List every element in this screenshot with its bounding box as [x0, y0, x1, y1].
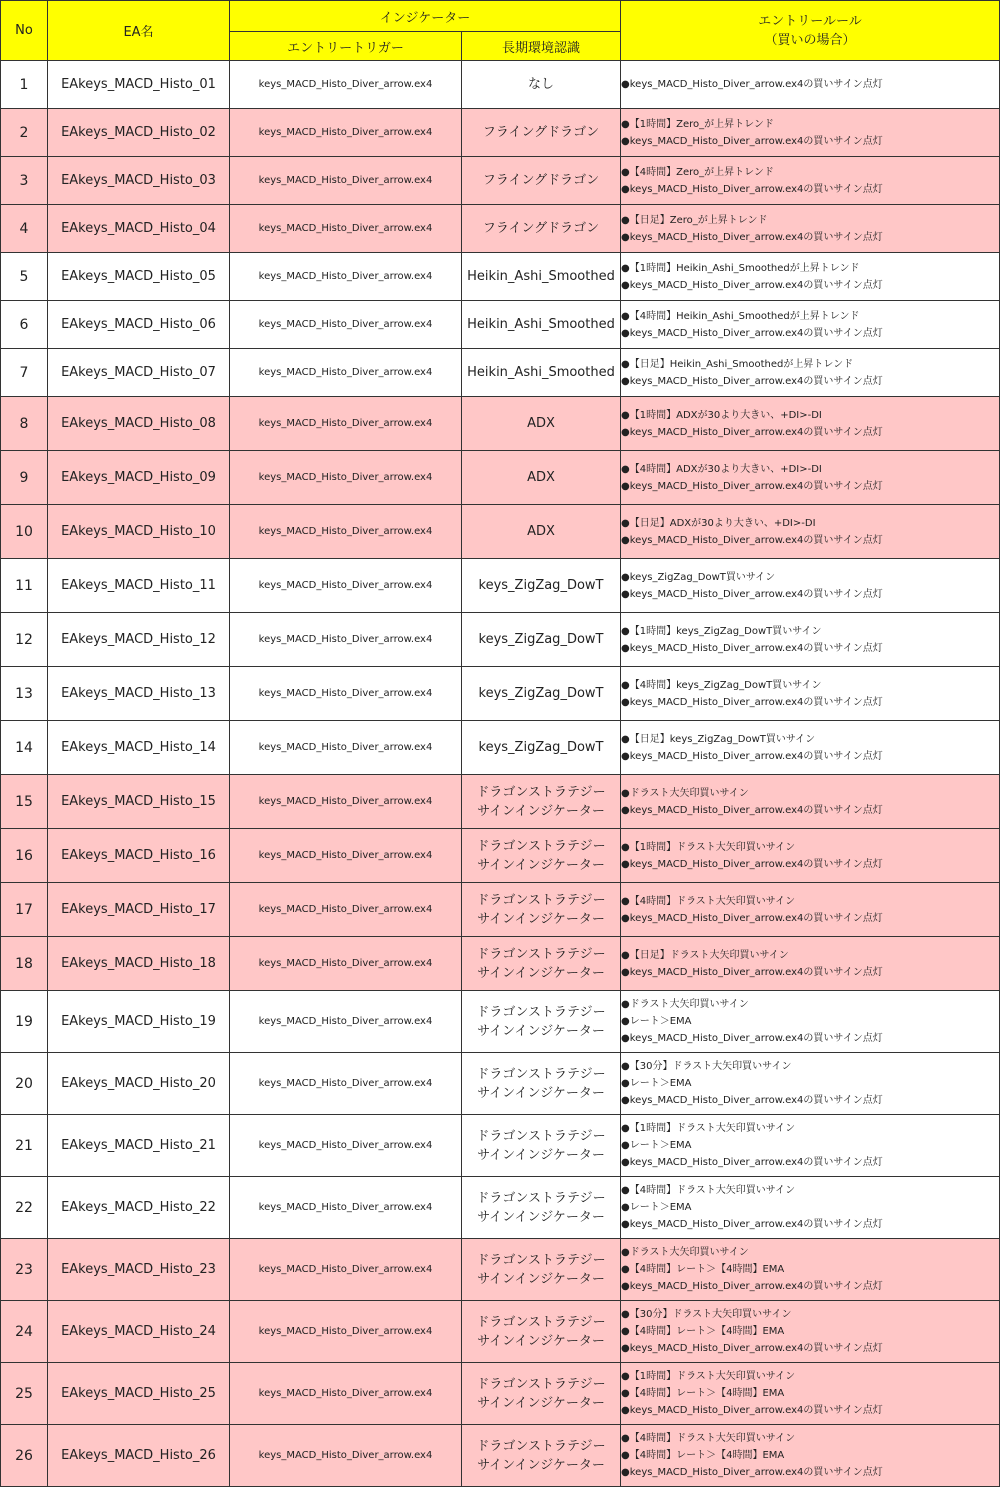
entry-rule-line: ●【1時間】ドラスト大矢印買いサイン — [621, 841, 796, 853]
entry-rule-line: ●【日足】Heikin_Ashi_Smoothedが上昇トレンド — [621, 358, 854, 370]
entry-trigger-cell: keys_MACD_Histo_Diver_arrow.ex4 — [230, 253, 462, 301]
entry-trigger-cell: keys_MACD_Histo_Diver_arrow.ex4 — [230, 721, 462, 775]
row-number: 10 — [1, 505, 48, 559]
entry-rule-line: ●レート＞EMA — [621, 1140, 692, 1151]
entry-rule-line: ●keys_MACD_Histo_Diver_arrow.ex4の買いサイン点灯 — [621, 696, 883, 708]
env-line: keys_ZigZag_DowT — [478, 740, 604, 755]
env-line: ドラゴンストラテジー — [476, 1066, 606, 1082]
env-line: Heikin_Ashi_Smoothed — [467, 269, 615, 284]
long-term-env-cell — [462, 1177, 621, 1239]
entry-rule-line: ●keys_MACD_Histo_Diver_arrow.ex4の買いサイン点灯 — [621, 1219, 883, 1230]
table-row — [1, 349, 1000, 397]
entry-rule-cell — [621, 349, 1000, 397]
entry-trigger-cell: keys_MACD_Histo_Diver_arrow.ex4 — [230, 937, 462, 991]
entry-rule-line: ●ドラスト大矢印買いサイン — [621, 1247, 749, 1258]
env-line: サインインジケーター — [477, 1023, 605, 1039]
env-line: サインインジケーター — [477, 1085, 605, 1101]
table-row — [1, 205, 1000, 253]
entry-rule-line: ●keys_MACD_Histo_Diver_arrow.ex4の買いサイン点灯 — [621, 279, 883, 291]
ea-name-cell: EAkeys_MACD_Histo_04 — [48, 205, 230, 253]
env-line: なし — [528, 77, 555, 92]
long-term-env-cell — [462, 1425, 621, 1487]
ea-name-cell: EAkeys_MACD_Histo_21 — [48, 1115, 230, 1177]
header-indicator: インジケーター — [230, 1, 621, 32]
table-row — [1, 61, 1000, 109]
entry-rule-line: ●ドラスト大矢印買いサイン — [621, 787, 749, 799]
long-term-env-cell — [462, 991, 621, 1053]
row-number: 13 — [1, 667, 48, 721]
env-line: フライングドラゴン — [482, 173, 600, 188]
entry-trigger-cell: keys_MACD_Histo_Diver_arrow.ex4 — [230, 205, 462, 253]
entry-rule-line: ●【日足】ADXが30より大きい、+DI>-DI — [621, 517, 816, 529]
entry-rule-line: ●keys_MACD_Histo_Diver_arrow.ex4の買いサイン点灯 — [621, 534, 883, 546]
entry-rule-cell — [621, 1177, 1000, 1239]
table-row — [1, 157, 1000, 205]
ea-name-cell: EAkeys_MACD_Histo_13 — [48, 667, 230, 721]
entry-rule-line: ●keys_MACD_Histo_Diver_arrow.ex4の買いサイン点灯 — [621, 750, 883, 762]
row-number: 17 — [1, 883, 48, 937]
entry-rule-cell — [621, 157, 1000, 205]
entry-rule-line: ●keys_MACD_Histo_Diver_arrow.ex4の買いサイン点灯 — [621, 426, 883, 438]
entry-rule-line: ●【4時間】ドラスト大矢印買いサイン — [621, 1185, 796, 1196]
entry-rule-line: ●【1時間】Heikin_Ashi_Smoothedが上昇トレンド — [621, 262, 860, 274]
entry-trigger-cell: keys_MACD_Histo_Diver_arrow.ex4 — [230, 397, 462, 451]
table-row — [1, 721, 1000, 775]
table-row — [1, 775, 1000, 829]
table-row — [1, 1177, 1000, 1239]
ea-name-cell: EAkeys_MACD_Histo_12 — [48, 613, 230, 667]
ea-name-cell: EAkeys_MACD_Histo_14 — [48, 721, 230, 775]
row-number: 1 — [1, 61, 48, 109]
entry-trigger-cell: keys_MACD_Histo_Diver_arrow.ex4 — [230, 451, 462, 505]
entry-rule-line: ●レート＞EMA — [621, 1202, 692, 1213]
entry-trigger-cell: keys_MACD_Histo_Diver_arrow.ex4 — [230, 559, 462, 613]
long-term-env-cell — [462, 1115, 621, 1177]
entry-trigger-cell: keys_MACD_Histo_Diver_arrow.ex4 — [230, 1239, 462, 1301]
entry-rule-line: ●【1時間】Zero_が上昇トレンド — [621, 118, 774, 130]
entry-rule-cell — [621, 505, 1000, 559]
env-line: フライングドラゴン — [482, 221, 600, 236]
env-line: keys_ZigZag_DowT — [478, 578, 604, 593]
entry-rule-cell — [621, 1363, 1000, 1425]
env-line: ドラゴンストラテジー — [476, 784, 606, 800]
entry-rule-line: ●keys_ZigZag_DowT買いサイン — [621, 571, 776, 583]
entry-rule-line: ●keys_MACD_Histo_Diver_arrow.ex4の買いサイン点灯 — [621, 79, 883, 90]
entry-trigger-cell: keys_MACD_Histo_Diver_arrow.ex4 — [230, 1177, 462, 1239]
entry-rule-line: ●【4時間】ADXが30より大きい、+DI>-DI — [621, 463, 822, 475]
entry-rule-line: ●レート＞EMA — [621, 1078, 692, 1089]
row-number: 26 — [1, 1425, 48, 1487]
entry-rule-line: ●【4時間】keys_ZigZag_DowT買いサイン — [621, 679, 822, 691]
ea-name-cell: EAkeys_MACD_Histo_07 — [48, 349, 230, 397]
ea-name-cell: EAkeys_MACD_Histo_23 — [48, 1239, 230, 1301]
entry-rule-cell — [621, 61, 1000, 109]
entry-rule-line: ●keys_MACD_Histo_Diver_arrow.ex4の買いサイン点灯 — [621, 231, 883, 243]
entry-rule-cell — [621, 721, 1000, 775]
entry-rule-cell — [621, 1115, 1000, 1177]
env-line: サインインジケーター — [477, 1395, 605, 1411]
table-row — [1, 991, 1000, 1053]
entry-rule-cell — [621, 937, 1000, 991]
table-row — [1, 301, 1000, 349]
entry-rule-line: ●keys_MACD_Histo_Diver_arrow.ex4の買いサイン点灯 — [621, 375, 883, 387]
entry-rule-line: ●keys_MACD_Histo_Diver_arrow.ex4の買いサイン点灯 — [621, 327, 883, 339]
entry-rule-line: ●keys_MACD_Histo_Diver_arrow.ex4の買いサイン点灯 — [621, 804, 883, 816]
entry-rule-line: ●keys_MACD_Histo_Diver_arrow.ex4の買いサイン点灯 — [621, 1157, 883, 1168]
entry-rule-cell — [621, 1425, 1000, 1487]
ea-name-cell: EAkeys_MACD_Histo_17 — [48, 883, 230, 937]
long-term-env-cell — [462, 451, 621, 505]
ea-name-cell: EAkeys_MACD_Histo_02 — [48, 109, 230, 157]
entry-rule-cell — [621, 829, 1000, 883]
long-term-env-cell — [462, 883, 621, 937]
long-term-env-cell — [462, 829, 621, 883]
ea-name-cell: EAkeys_MACD_Histo_11 — [48, 559, 230, 613]
long-term-env-cell — [462, 61, 621, 109]
entry-rule-line: ●【日足】keys_ZigZag_DowT買いサイン — [621, 733, 816, 745]
entry-rule-cell — [621, 397, 1000, 451]
table-row — [1, 397, 1000, 451]
entry-rule-cell — [621, 205, 1000, 253]
ea-name-cell: EAkeys_MACD_Histo_01 — [48, 61, 230, 109]
row-number: 14 — [1, 721, 48, 775]
entry-rule-cell — [621, 109, 1000, 157]
row-number: 2 — [1, 109, 48, 157]
table-row — [1, 937, 1000, 991]
entry-rule-line: ●ドラスト大矢印買いサイン — [621, 999, 749, 1010]
env-line: ADX — [527, 416, 555, 431]
entry-rule-line: ●keys_MACD_Histo_Diver_arrow.ex4の買いサイン点灯 — [621, 1281, 883, 1292]
ea-name-cell: EAkeys_MACD_Histo_08 — [48, 397, 230, 451]
entry-trigger-cell: keys_MACD_Histo_Diver_arrow.ex4 — [230, 613, 462, 667]
env-line: ドラゴンストラテジー — [476, 946, 606, 962]
long-term-env-cell — [462, 559, 621, 613]
entry-rule-line: ●【1時間】keys_ZigZag_DowT買いサイン — [621, 625, 822, 637]
entry-rule-line: ●【1時間】ドラスト大矢印買いサイン — [621, 1123, 796, 1134]
row-number: 25 — [1, 1363, 48, 1425]
entry-rule-cell — [621, 667, 1000, 721]
entry-rule-line: ●keys_MACD_Histo_Diver_arrow.ex4の買いサイン点灯 — [621, 912, 883, 924]
entry-rule-line: ●【4時間】レート＞【4時間】EMA — [621, 1388, 785, 1399]
long-term-env-cell — [462, 775, 621, 829]
entry-rule-line: ●【4時間】ドラスト大矢印買いサイン — [621, 1433, 796, 1444]
table-row — [1, 1425, 1000, 1487]
ea-name-cell: EAkeys_MACD_Histo_25 — [48, 1363, 230, 1425]
entry-rule-cell — [621, 1301, 1000, 1363]
env-line: Heikin_Ashi_Smoothed — [467, 365, 615, 380]
ea-name-cell: EAkeys_MACD_Histo_03 — [48, 157, 230, 205]
entry-rule-line: ●【30分】ドラスト大矢印買いサイン — [621, 1309, 792, 1320]
header-ea-name: EA名 — [48, 1, 230, 61]
ea-name-cell: EAkeys_MACD_Histo_19 — [48, 991, 230, 1053]
entry-trigger-cell: keys_MACD_Histo_Diver_arrow.ex4 — [230, 1301, 462, 1363]
entry-trigger-cell: keys_MACD_Histo_Diver_arrow.ex4 — [230, 109, 462, 157]
entry-rule-cell — [621, 253, 1000, 301]
entry-rule-line: ●keys_MACD_Histo_Diver_arrow.ex4の買いサイン点灯 — [621, 642, 883, 654]
row-number: 23 — [1, 1239, 48, 1301]
header-entry-trigger: エントリートリガー — [230, 32, 462, 61]
ea-name-cell: EAkeys_MACD_Histo_09 — [48, 451, 230, 505]
entry-trigger-cell: keys_MACD_Histo_Diver_arrow.ex4 — [230, 349, 462, 397]
row-number: 22 — [1, 1177, 48, 1239]
entry-rule-line: ●【4時間】Heikin_Ashi_Smoothedが上昇トレンド — [621, 310, 860, 322]
ea-name-cell: EAkeys_MACD_Histo_18 — [48, 937, 230, 991]
entry-trigger-cell: keys_MACD_Histo_Diver_arrow.ex4 — [230, 883, 462, 937]
table-row — [1, 1053, 1000, 1115]
long-term-env-cell — [462, 1053, 621, 1115]
ea-name-cell: EAkeys_MACD_Histo_06 — [48, 301, 230, 349]
long-term-env-cell — [462, 157, 621, 205]
env-line: keys_ZigZag_DowT — [478, 686, 604, 701]
row-number: 5 — [1, 253, 48, 301]
entry-trigger-cell: keys_MACD_Histo_Diver_arrow.ex4 — [230, 775, 462, 829]
env-line: サインインジケーター — [477, 857, 605, 873]
entry-rule-line: ●keys_MACD_Histo_Diver_arrow.ex4の買いサイン点灯 — [621, 480, 883, 492]
env-line: サインインジケーター — [477, 803, 605, 819]
env-line: ドラゴンストラテジー — [476, 838, 606, 854]
row-number: 12 — [1, 613, 48, 667]
entry-trigger-cell: keys_MACD_Histo_Diver_arrow.ex4 — [230, 1115, 462, 1177]
entry-trigger-cell: keys_MACD_Histo_Diver_arrow.ex4 — [230, 505, 462, 559]
table-row — [1, 505, 1000, 559]
row-number: 6 — [1, 301, 48, 349]
table-row — [1, 667, 1000, 721]
long-term-env-cell — [462, 205, 621, 253]
row-number: 18 — [1, 937, 48, 991]
table-row — [1, 253, 1000, 301]
env-line: サインインジケーター — [477, 1457, 605, 1473]
long-term-env-cell — [462, 667, 621, 721]
row-number: 16 — [1, 829, 48, 883]
env-line: ドラゴンストラテジー — [476, 1128, 606, 1144]
header-entry-rule — [621, 1, 1000, 61]
env-line: ドラゴンストラテジー — [476, 1376, 606, 1392]
table-row — [1, 1301, 1000, 1363]
entry-rule-line: ●keys_MACD_Histo_Diver_arrow.ex4の買いサイン点灯 — [621, 183, 883, 195]
entry-rule-line: ●【1時間】ドラスト大矢印買いサイン — [621, 1371, 796, 1382]
long-term-env-cell — [462, 1239, 621, 1301]
table-row — [1, 559, 1000, 613]
row-number: 3 — [1, 157, 48, 205]
entry-trigger-cell: keys_MACD_Histo_Diver_arrow.ex4 — [230, 991, 462, 1053]
long-term-env-cell — [462, 253, 621, 301]
table-row — [1, 451, 1000, 505]
env-line: ADX — [527, 524, 555, 539]
entry-rule-line: ●keys_MACD_Histo_Diver_arrow.ex4の買いサイン点灯 — [621, 966, 883, 978]
entry-rule-line: ●keys_MACD_Histo_Diver_arrow.ex4の買いサイン点灯 — [621, 1033, 883, 1044]
entry-trigger-cell: keys_MACD_Histo_Diver_arrow.ex4 — [230, 1053, 462, 1115]
entry-rule-line: ●レート＞EMA — [621, 1016, 692, 1027]
entry-trigger-cell: keys_MACD_Histo_Diver_arrow.ex4 — [230, 667, 462, 721]
row-number: 19 — [1, 991, 48, 1053]
ea-name-cell: EAkeys_MACD_Histo_10 — [48, 505, 230, 559]
entry-trigger-cell: keys_MACD_Histo_Diver_arrow.ex4 — [230, 157, 462, 205]
table-row — [1, 829, 1000, 883]
entry-rule-cell — [621, 559, 1000, 613]
entry-trigger-cell: keys_MACD_Histo_Diver_arrow.ex4 — [230, 829, 462, 883]
env-line: ドラゴンストラテジー — [476, 1438, 606, 1454]
entry-rule-line: ●keys_MACD_Histo_Diver_arrow.ex4の買いサイン点灯 — [621, 1095, 883, 1106]
table-row — [1, 613, 1000, 667]
entry-rule-cell — [621, 613, 1000, 667]
long-term-env-cell — [462, 721, 621, 775]
env-line: サインインジケーター — [477, 965, 605, 981]
env-line: ドラゴンストラテジー — [476, 1252, 606, 1268]
row-number: 7 — [1, 349, 48, 397]
entry-rule-line: ●【日足】Zero_が上昇トレンド — [621, 214, 768, 226]
env-line: サインインジケーター — [477, 1271, 605, 1287]
entry-rule-line: ●keys_MACD_Histo_Diver_arrow.ex4の買いサイン点灯 — [621, 1405, 883, 1416]
row-number: 8 — [1, 397, 48, 451]
entry-rule-line: ●【4時間】Zero_が上昇トレンド — [621, 166, 774, 178]
ea-name-cell: EAkeys_MACD_Histo_20 — [48, 1053, 230, 1115]
long-term-env-cell — [462, 109, 621, 157]
entry-rule-cell — [621, 991, 1000, 1053]
entry-rule-line: ●【4時間】ドラスト大矢印買いサイン — [621, 895, 796, 907]
entry-rule-line: ●keys_MACD_Histo_Diver_arrow.ex4の買いサイン点灯 — [621, 1467, 883, 1478]
entry-trigger-cell: keys_MACD_Histo_Diver_arrow.ex4 — [230, 61, 462, 109]
entry-rule-line: ●【4時間】レート＞【4時間】EMA — [621, 1450, 785, 1461]
header-no: No — [1, 1, 48, 61]
ea-name-cell: EAkeys_MACD_Histo_15 — [48, 775, 230, 829]
row-number: 11 — [1, 559, 48, 613]
env-line: フライングドラゴン — [482, 125, 600, 140]
env-line: ドラゴンストラテジー — [476, 892, 606, 908]
long-term-env-cell — [462, 397, 621, 451]
table-row — [1, 1239, 1000, 1301]
entry-rule-line: ●keys_MACD_Histo_Diver_arrow.ex4の買いサイン点灯 — [621, 1343, 883, 1354]
entry-trigger-cell: keys_MACD_Histo_Diver_arrow.ex4 — [230, 1363, 462, 1425]
long-term-env-cell — [462, 1301, 621, 1363]
table-row — [1, 883, 1000, 937]
row-number: 4 — [1, 205, 48, 253]
entry-rule-line: ●keys_MACD_Histo_Diver_arrow.ex4の買いサイン点灯 — [621, 588, 883, 600]
table-row — [1, 109, 1000, 157]
env-line: ドラゴンストラテジー — [476, 1004, 606, 1020]
row-number: 24 — [1, 1301, 48, 1363]
header-long-term-env: 長期環境認識 — [462, 32, 621, 61]
long-term-env-cell — [462, 505, 621, 559]
row-number: 15 — [1, 775, 48, 829]
ea-name-cell: EAkeys_MACD_Histo_26 — [48, 1425, 230, 1487]
env-line: サインインジケーター — [477, 1147, 605, 1163]
table-row — [1, 1115, 1000, 1177]
ea-name-cell: EAkeys_MACD_Histo_05 — [48, 253, 230, 301]
ea-name-cell: EAkeys_MACD_Histo_16 — [48, 829, 230, 883]
long-term-env-cell — [462, 349, 621, 397]
entry-rule-line: ●keys_MACD_Histo_Diver_arrow.ex4の買いサイン点灯 — [621, 135, 883, 147]
table-body — [1, 61, 1000, 1487]
row-number: 20 — [1, 1053, 48, 1115]
entry-rule-cell — [621, 883, 1000, 937]
long-term-env-cell — [462, 613, 621, 667]
entry-trigger-cell: keys_MACD_Histo_Diver_arrow.ex4 — [230, 301, 462, 349]
env-line: ドラゴンストラテジー — [476, 1190, 606, 1206]
table-row — [1, 1363, 1000, 1425]
env-line: Heikin_Ashi_Smoothed — [467, 317, 615, 332]
long-term-env-cell — [462, 1363, 621, 1425]
entry-rule-line: ●【1時間】ADXが30より大きい、+DI>-DI — [621, 409, 822, 421]
entry-rule-cell — [621, 1239, 1000, 1301]
header-entry-rule-line1: エントリールール — [758, 13, 862, 29]
entry-rule-line: ●【4時間】レート＞【4時間】EMA — [621, 1264, 785, 1275]
env-line: サインインジケーター — [477, 911, 605, 927]
row-number: 9 — [1, 451, 48, 505]
table-header — [1, 1, 1000, 61]
row-number: 21 — [1, 1115, 48, 1177]
entry-rule-line: ●【日足】ドラスト大矢印買いサイン — [621, 949, 789, 961]
entry-rule-cell — [621, 301, 1000, 349]
header-entry-rule-line2: （買いの場合） — [764, 32, 856, 48]
env-line: ADX — [527, 470, 555, 485]
entry-rule-cell — [621, 1053, 1000, 1115]
entry-rule-cell — [621, 775, 1000, 829]
entry-rule-line: ●【30分】ドラスト大矢印買いサイン — [621, 1061, 792, 1072]
entry-rule-line: ●【4時間】レート＞【4時間】EMA — [621, 1326, 785, 1337]
env-line: keys_ZigZag_DowT — [478, 632, 604, 647]
long-term-env-cell — [462, 301, 621, 349]
ea-name-cell: EAkeys_MACD_Histo_22 — [48, 1177, 230, 1239]
entry-rule-cell — [621, 451, 1000, 505]
env-line: サインインジケーター — [477, 1333, 605, 1349]
entry-trigger-cell: keys_MACD_Histo_Diver_arrow.ex4 — [230, 1425, 462, 1487]
entry-rule-line: ●keys_MACD_Histo_Diver_arrow.ex4の買いサイン点灯 — [621, 858, 883, 870]
env-line: ドラゴンストラテジー — [476, 1314, 606, 1330]
env-line: サインインジケーター — [477, 1209, 605, 1225]
long-term-env-cell — [462, 937, 621, 991]
ea-name-cell: EAkeys_MACD_Histo_24 — [48, 1301, 230, 1363]
